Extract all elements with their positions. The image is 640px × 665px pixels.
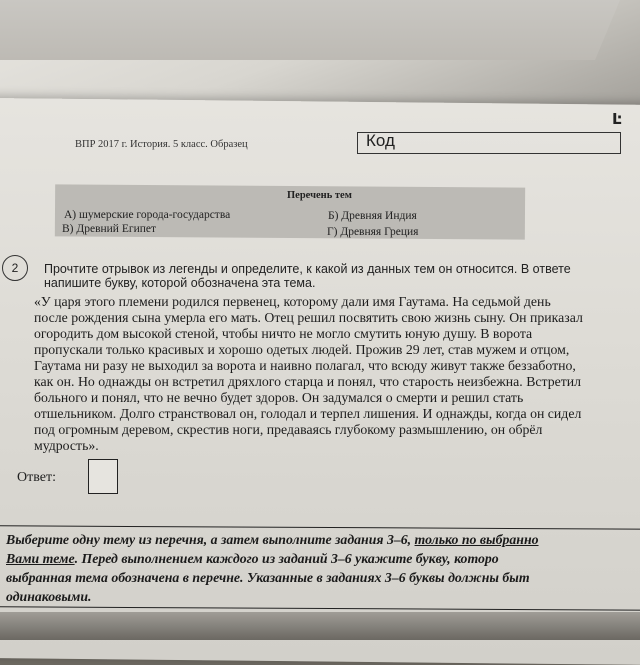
passage-line: «У царя этого племени родился первенец, которому дали имя Гаутама. На седьмой день <box>34 294 551 309</box>
passage-line: больного и понял, что не вечно будет здоров. Он задумался о смерти и решил стать <box>34 390 524 405</box>
instruction-line: напишите букву, которой обозначена эта тема. <box>44 276 316 290</box>
code-box <box>357 132 621 154</box>
passage-line: после рождения сына умерла его мать. Отец решил посвятить свою жизнь сыну. Он приказал <box>34 310 583 325</box>
passage-line: мудрость». <box>34 438 99 453</box>
passage-line: огородить дом высокой стеной, чтобы ничто не могло смутить юную душу. В ворота <box>34 326 533 341</box>
background-sheet <box>0 0 640 60</box>
topic-a: А) шумерские города-государства <box>64 209 231 221</box>
answer-label: Ответ: <box>17 470 56 485</box>
passage-line: Гаутама ни разу не выходил за ворота и наивно полагал, что всюду живут также беззаботно, <box>34 358 576 373</box>
passage-line: как он. Но однажды он встретил дряхлого старца и понял, что старость неизбежна. Встретил <box>34 374 582 389</box>
topic-b: Б) Древняя Индия <box>328 210 417 222</box>
desk-surface <box>0 612 640 640</box>
passage-line: под огромным деревом, скрестив ноги, предаваясь глубокому размышлению, он обрёл <box>34 422 543 437</box>
header-title: ВПР 2017 г. История. 5 класс. Образец <box>75 139 248 150</box>
answer-box[interactable] <box>88 459 118 494</box>
instruction-line: Прочтите отрывок из легенды и определите, к какой из данных тем он относится. В ответе <box>44 262 571 276</box>
topic-c: В) Древний Египет <box>62 223 157 235</box>
footer-line-2: Вами теме. Перед выполнением каждого из заданий 3–6 укажите букву, которо <box>6 551 499 566</box>
footer-line-4: одинаковыми. <box>6 589 92 604</box>
topic-d: Г) Древняя Греция <box>327 226 419 238</box>
passage-line: отшельником. Долго странствовал он, голодал и терпел лишения. И однажды, когда он сидел <box>34 406 582 421</box>
question-number: 2 <box>2 255 28 281</box>
topics-title: Перечень тем <box>287 190 352 201</box>
passage-line: пропускали только красивых и хорошо одетых людей. Прожив 29 лет, став мужем и отцом, <box>34 342 570 357</box>
code-label: Код <box>366 131 395 150</box>
footer-line-1: Выберите одну тему из перечня, а затем выполните задания 3–6, только по выбранно <box>6 532 539 547</box>
page-marker: Ŀ <box>612 110 622 128</box>
footer-line-3: выбранная тема обозначена в перечне. Указанные в заданиях 3–6 буквы должны быт <box>6 570 530 585</box>
